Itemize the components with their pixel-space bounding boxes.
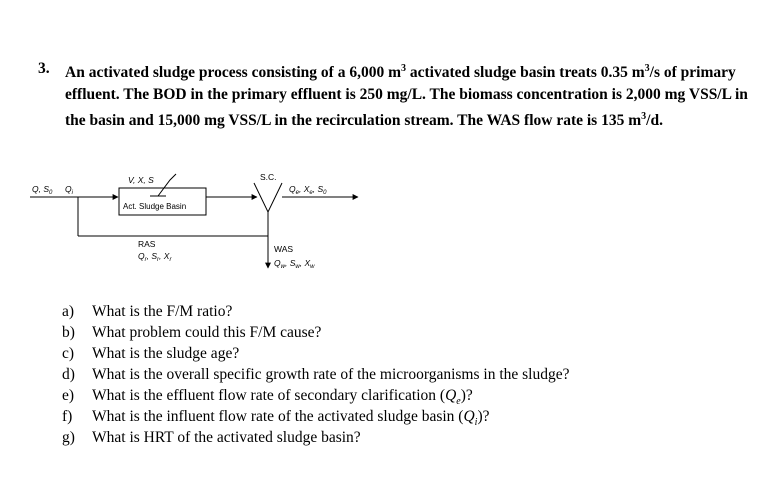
question-letter: c) (62, 345, 75, 362)
question-text: What is the sludge age? (92, 345, 240, 362)
question-letter: e) (62, 387, 75, 404)
problem-text: An activated sludge process consisting of a 6,000 $m^3$ activated sludge basin treats 0.35 $m^3/s$ of primary effluent. The BOD in the primary effluent is 250 mg/L. The biomass concentration is 2,000 mg VSS/L in the basin and 15,000 mg VSS/L in the recirculation stream. The WAS flow rate is 135 $m^3/d$. (65, 63, 748, 130)
question-letter: a) (62, 303, 75, 320)
question-text: What is the influent flow rate of the activated sludge basin $(Q_i)$? (92, 408, 490, 429)
question-letter: d) (62, 366, 75, 383)
problem-number: 3. (38, 60, 50, 77)
basin-inflow-label: $Q_i$ (65, 184, 73, 196)
process-diagram (30, 170, 360, 280)
effluent-label: $Q_e$, $X_e$, $S_0$ (289, 184, 327, 196)
basin-label: Act. Sludge Basin (123, 202, 187, 211)
question-text: What is the effluent flow rate of secondary clarification $(Q_e)$? (92, 387, 473, 408)
question-text: What is the F/M ratio? (92, 303, 233, 320)
was-variables-label: $Q_w$, $S_w$, $X_w$ (274, 258, 315, 270)
inflow-label: Q, $S_0$ (32, 184, 53, 196)
secondary-clarifier (254, 183, 282, 212)
question-text: What problem could this F/M cause? (92, 324, 322, 341)
was-label: WAS (274, 244, 294, 254)
clarifier-label: S.C. (260, 172, 277, 182)
question-letter: g) (62, 429, 75, 446)
ras-variables-label: $Q_r$, $S_r$, $X_r$ (138, 251, 172, 263)
question-text: What is the overall specific growth rate of the microorganisms in the sludge? (92, 366, 570, 383)
question-letter: b) (62, 324, 75, 341)
aeration-air-line (158, 174, 176, 196)
question-text: What is HRT of the activated sludge basin? (92, 429, 361, 446)
question-letter: f) (62, 408, 73, 425)
ras-label: RAS (138, 239, 156, 249)
basin-variables-label: V, X, S (128, 175, 154, 185)
